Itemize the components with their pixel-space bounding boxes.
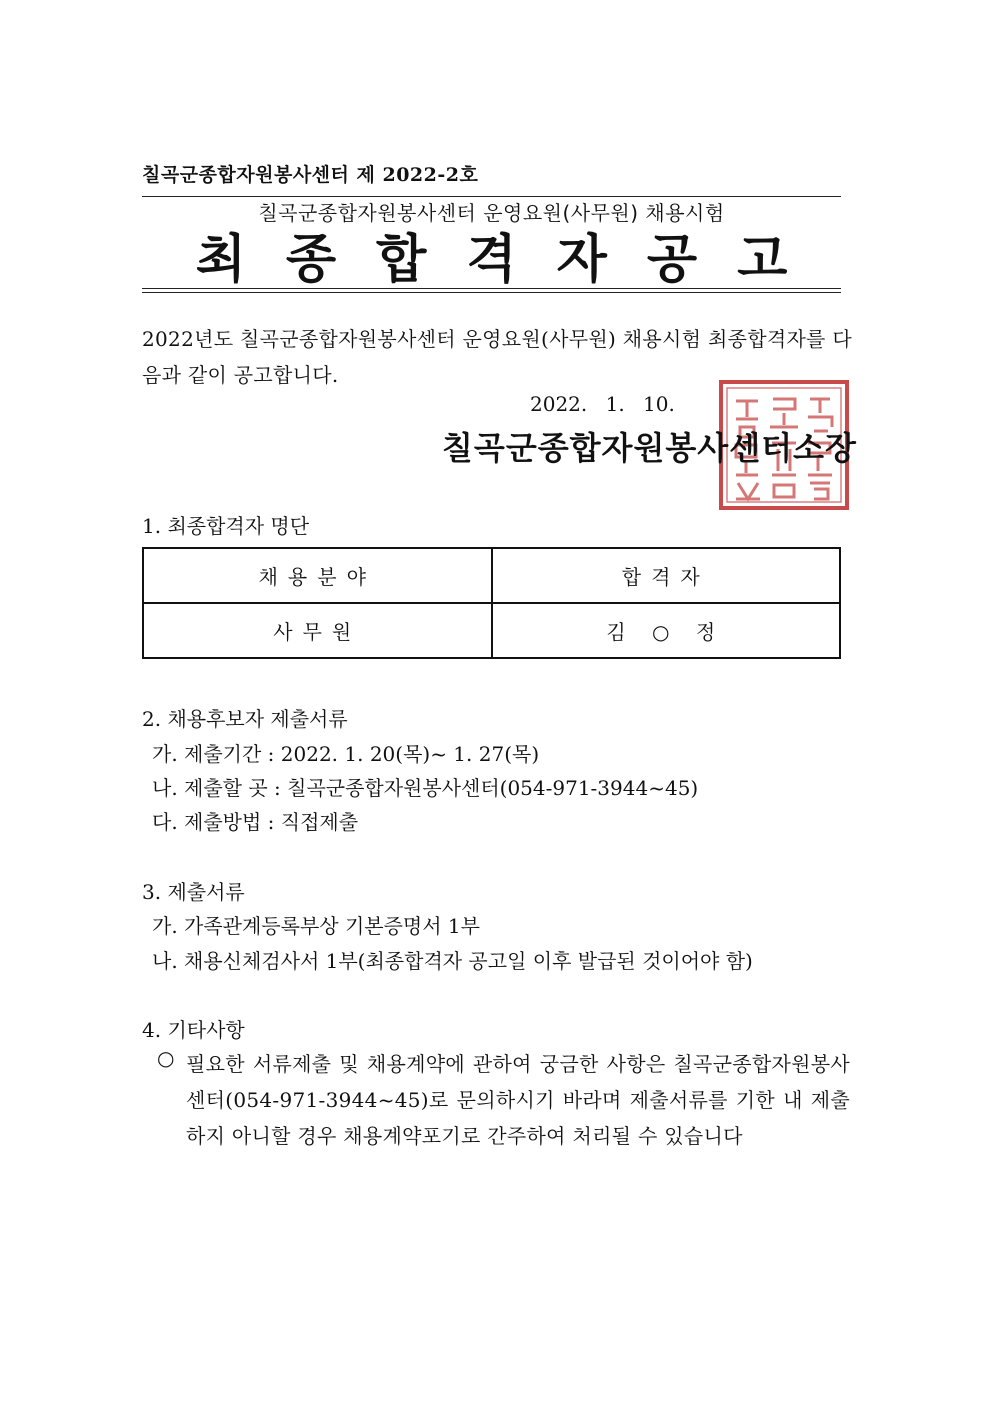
signer-name: 칠곡군종합자원봉사센터소장 bbox=[442, 429, 857, 467]
section-1-heading: 1. 최종합격자 명단 bbox=[142, 514, 310, 538]
section-4-text: 필요한 서류제출 및 채용계약에 관하여 궁금한 사항은 칠곡군종합자원봉사센터(054-971-3944~45)로 문의하시기 바라며 제출서류를 기한 내 제출하지 아니할 경우 채용계약포기로 간주하여 처리될 수 있습니다 bbox=[186, 1052, 850, 1148]
section-4-heading: 4. 기타사항 bbox=[142, 1018, 245, 1042]
section-3-item: 나. 채용신체검사서 1부(최종합격자 공고일 이후 발급된 것이어야 함) bbox=[152, 949, 753, 973]
title-divider-2 bbox=[142, 292, 841, 293]
table-header-row bbox=[143, 548, 840, 603]
document-subtitle: 칠곡군종합자원봉사센터 운영요원(사무원) 채용시험 bbox=[258, 201, 725, 225]
issue-date: 2022. 1. 10. bbox=[530, 392, 675, 416]
document-title: 최종합격자공고 bbox=[195, 230, 828, 290]
section-3-heading: 3. 제출서류 bbox=[142, 880, 245, 904]
section-3-item: 가. 가족관계등록부상 기본증명서 1부 bbox=[152, 914, 480, 938]
title-divider-1 bbox=[142, 288, 841, 289]
finalist-table bbox=[142, 547, 841, 659]
section-2-item: 가. 제출기간 : 2022. 1. 20(목)~ 1. 27(목) bbox=[152, 742, 540, 766]
section-2-item: 다. 제출방법 : 직접제출 bbox=[152, 810, 359, 834]
bullet-circle-icon: ○ bbox=[157, 1046, 175, 1070]
header-finalist: 합격자 bbox=[492, 548, 841, 603]
section-2-heading: 2. 채용후보자 제출서류 bbox=[142, 707, 348, 731]
header-recruit-field: 채용분야 bbox=[143, 548, 492, 603]
cell-finalist: 김 ○ 정 bbox=[492, 603, 841, 658]
document-number: 칠곡군종합자원봉사센터 제 2022-2호 bbox=[142, 164, 479, 186]
table-row bbox=[143, 603, 840, 658]
cell-field: 사무원 bbox=[143, 603, 492, 658]
intro-paragraph: 2022년도 칠곡군종합자원봉사센터 운영요원(사무원) 채용시험 최종합격자를 다음과 같이 공고합니다. bbox=[142, 327, 852, 387]
section-2-item: 나. 제출할 곳 : 칠곡군종합자원봉사센터(054-971-3944~45) bbox=[152, 776, 699, 800]
